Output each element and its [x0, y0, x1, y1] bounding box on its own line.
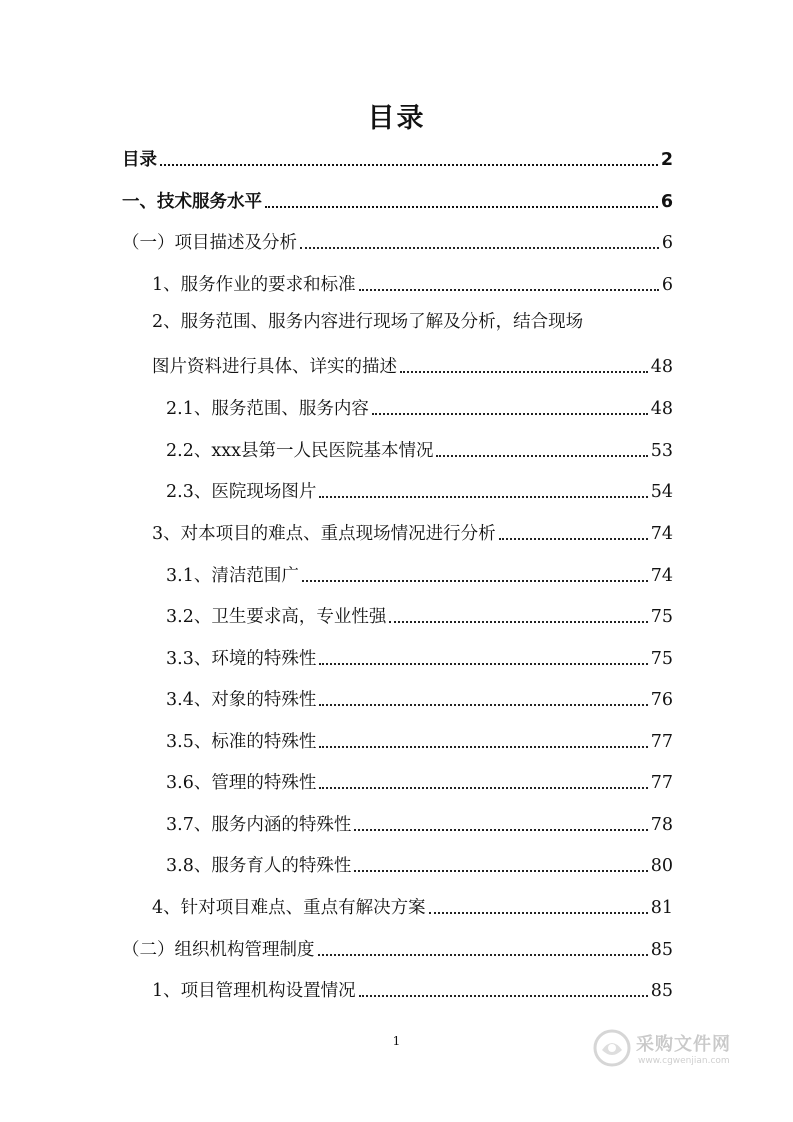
toc-entry-page: 85: [650, 981, 673, 1001]
toc-entry-text: 3、对本项目的难点、重点现场情况进行分析: [152, 524, 496, 544]
toc-entry-item-3-5[interactable]: [166, 726, 673, 754]
toc-entry-subsection-1[interactable]: [122, 227, 673, 255]
toc-entry-text: 3.1、清洁范围广: [166, 566, 299, 586]
dot-leader: [389, 621, 647, 623]
dot-leader: [319, 787, 647, 789]
toc-entry-item-2-3[interactable]: [166, 476, 673, 504]
toc-entry-text: 3.7、服务内涵的特殊性: [166, 815, 352, 835]
toc-entry-text: 1、服务作业的要求和标准: [152, 275, 356, 295]
toc-entry-page: 6: [661, 233, 673, 253]
toc-entry-item-3-6[interactable]: [166, 767, 673, 795]
toc-entry-section-1[interactable]: [122, 186, 673, 214]
dot-leader: [160, 164, 658, 166]
toc-entry-item-3-7[interactable]: [166, 809, 673, 837]
toc-entry-item-3-3[interactable]: [166, 643, 673, 671]
toc-entry-text: 3.3、环境的特殊性: [166, 649, 317, 669]
dot-leader: [302, 580, 648, 582]
toc-entry-text: 2.2、xxx县第一人民医院基本情况: [166, 441, 434, 461]
watermark: [592, 1026, 752, 1076]
toc-entry-page: 85: [650, 940, 673, 960]
toc-entry-page: 77: [650, 732, 673, 752]
dot-leader: [400, 371, 648, 373]
dot-leader: [319, 496, 647, 498]
toc-entry-item-3-1[interactable]: [166, 560, 673, 588]
dot-leader: [359, 995, 648, 997]
dot-leader: [372, 413, 648, 415]
toc-entry-text: 3.5、标准的特殊性: [166, 732, 317, 752]
dot-leader: [359, 289, 659, 291]
toc-entry-item-4[interactable]: [152, 892, 673, 920]
toc-entry-item-2-line-1[interactable]: 2、服务范围、服务内容进行现场了解及分析，结合现场: [152, 312, 584, 332]
toc-entry-page: 6: [661, 275, 673, 295]
dot-leader: [429, 912, 648, 914]
watermark-url: www.cgwenjian.com: [638, 1056, 730, 1066]
toc-entry-text: 2.1、服务范围、服务内容: [166, 399, 369, 419]
toc-entry-item-2[interactable]: [152, 351, 673, 379]
toc-entry-text: 3.6、管理的特殊性: [166, 773, 317, 793]
toc-entry-item-3-8[interactable]: [166, 850, 673, 878]
dot-leader: [499, 538, 648, 540]
toc-entry-page: 74: [650, 566, 673, 586]
toc-entry-page: 76: [650, 690, 673, 710]
page-title: 目录: [367, 103, 426, 134]
dot-leader: [354, 829, 647, 831]
dot-leader: [318, 954, 648, 956]
dot-leader: [354, 870, 647, 872]
toc-entry-page: 74: [650, 524, 673, 544]
toc-entry-page: 53: [650, 441, 673, 461]
toc-entry-page: 80: [650, 856, 673, 876]
toc-entry-text: 4、针对项目难点、重点有解决方案: [152, 898, 426, 918]
toc-entry-item-3-4[interactable]: [166, 684, 673, 712]
toc-entry-text: （一）项目描述及分析: [122, 233, 297, 253]
toc-entry-text: 3.4、对象的特殊性: [166, 690, 317, 710]
cgwenjian-logo-icon: [592, 1028, 632, 1068]
toc-entry-page: 77: [650, 773, 673, 793]
toc-entry-item-2-1[interactable]: [166, 393, 673, 421]
dot-leader: [319, 704, 647, 706]
toc-entry-text: 一、技术服务水平: [122, 192, 262, 212]
toc-entry-contents[interactable]: [122, 144, 673, 172]
toc-entry-page: 48: [650, 357, 673, 377]
toc-entry-text: 2.3、医院现场图片: [166, 482, 317, 502]
toc-entry-page: 54: [650, 482, 673, 502]
toc-entry-item-2-1-org[interactable]: [152, 975, 673, 1003]
dot-leader: [436, 455, 647, 457]
watermark-name: 采购文件网: [636, 1034, 731, 1055]
toc-entry-text: 3.8、服务育人的特殊性: [166, 856, 352, 876]
toc-entry-page: 78: [650, 815, 673, 835]
toc-entry-subsection-2[interactable]: [122, 934, 673, 962]
dot-leader: [300, 247, 659, 249]
toc-entry-text: 图片资料进行具体、详实的描述: [152, 357, 397, 377]
toc-entry-page: 2: [660, 150, 673, 170]
toc-entry-page: 6: [660, 192, 673, 212]
page-number: 1: [392, 1034, 401, 1048]
toc-entry-text: 1、项目管理机构设置情况: [152, 981, 356, 1001]
toc-entry-item-1[interactable]: [152, 269, 673, 297]
toc-entry-item-2-2[interactable]: [166, 435, 673, 463]
toc-entry-text: 目录: [122, 150, 157, 170]
toc-entry-text: （二）组织机构管理制度: [122, 940, 315, 960]
toc-entry-text: 3.2、卫生要求高，专业性强: [166, 607, 387, 627]
dot-leader: [319, 663, 647, 665]
toc-entry-page: 75: [650, 607, 673, 627]
toc-entry-item-3-2[interactable]: [166, 601, 673, 629]
dot-leader: [319, 746, 647, 748]
toc-entry-item-3[interactable]: [152, 518, 673, 546]
toc-entry-page: 48: [650, 399, 673, 419]
toc-entry-page: 75: [650, 649, 673, 669]
toc-entry-page: 81: [650, 898, 673, 918]
dot-leader: [265, 206, 658, 208]
